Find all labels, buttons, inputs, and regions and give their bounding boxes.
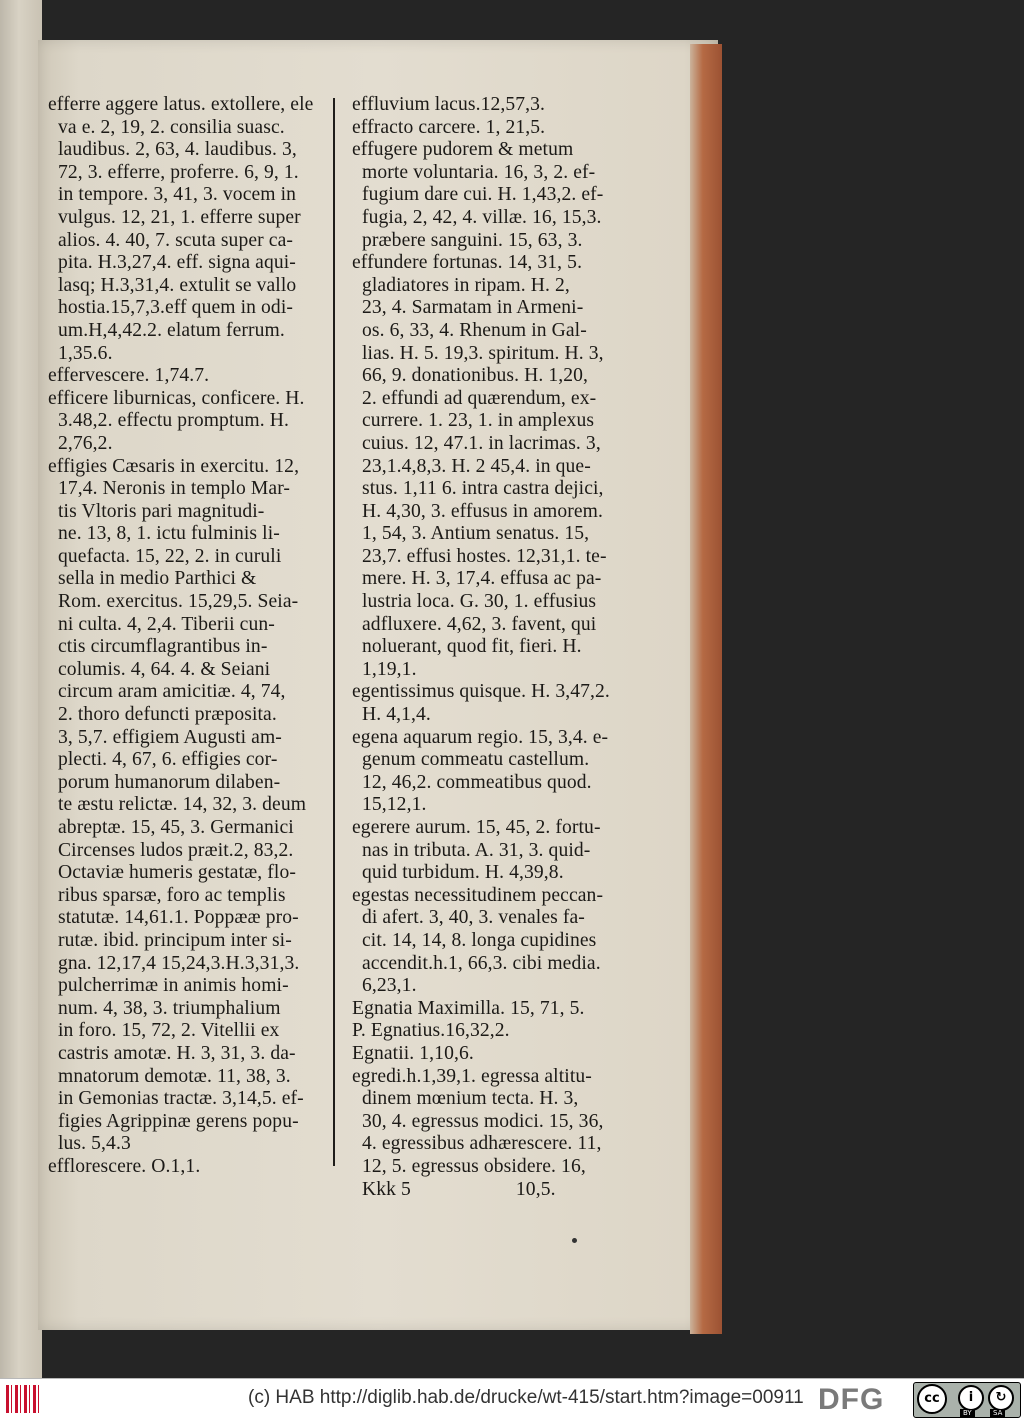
by-icon: i xyxy=(958,1385,984,1411)
index-line: mnatorum demotæ. 11, 38, 3. xyxy=(48,1065,291,1087)
index-line: pulcherrimæ in animis homi- xyxy=(48,975,289,997)
index-line: H. 4,30, 3. effusus in amorem. xyxy=(352,500,603,522)
index-line: gladiatores in ripam. H. 2, xyxy=(352,274,570,296)
index-line: alios. 4. 40, 7. scuta super ca- xyxy=(48,229,293,251)
index-line: rutæ. ibid. principum inter si- xyxy=(48,929,292,951)
index-line: in tempore. 3, 41, 3. vocem in xyxy=(48,184,297,206)
index-line: adfluxere. 4,62, 3. favent, qui xyxy=(352,613,597,635)
index-line: nas in tributa. A. 31, 3. quid- xyxy=(352,839,591,861)
index-line: 23, 4. Sarmatam in Armeni- xyxy=(352,297,584,319)
by-label: BY xyxy=(960,1409,975,1417)
index-line: quefacta. 15, 22, 2. in curuli xyxy=(48,545,282,567)
index-line: castris amotæ. H. 3, 31, 3. da- xyxy=(48,1042,296,1064)
left-index-column xyxy=(48,94,340,1179)
viewer-footer xyxy=(0,1378,1024,1419)
index-line: in foro. 15, 72, 2. Vitellii ex xyxy=(48,1020,280,1042)
index-line: morte voluntaria. 16, 3, 2. ef- xyxy=(352,161,596,183)
index-line: figies Agrippinæ gerens popu- xyxy=(48,1110,299,1132)
index-line: Rom. exercitus. 15,29,5. Seia- xyxy=(48,591,299,613)
index-line: lustria loca. G. 30, 1. effusius xyxy=(352,591,597,613)
index-line: 23,7. effusi hostes. 12,31,1. te- xyxy=(352,545,607,567)
column-divider xyxy=(333,98,335,1166)
index-line: fugia, 2, 42, 4. villæ. 16, 15,3. xyxy=(352,206,602,228)
index-line: 12, 46,2. commeatibus quod. xyxy=(352,771,592,793)
index-line: 3.48,2. effectu promptum. H. xyxy=(48,410,289,432)
index-line: 2,76,2. xyxy=(48,432,113,454)
cc-icon: cc xyxy=(917,1384,947,1414)
page-red-edge xyxy=(690,44,722,1334)
index-line: 66, 9. donationibus. H. 1,20, xyxy=(352,365,589,387)
index-line: currere. 1. 23, 1. in amplexus xyxy=(352,410,595,432)
index-line: effluvium lacus.12,57,3. xyxy=(352,94,546,115)
index-line: 2. thoro defuncti præposita. xyxy=(48,704,277,726)
index-line: cuius. 12, 47.1. in lacrimas. 3, xyxy=(352,432,601,454)
index-line: effracto carcere. 1, 21,5. xyxy=(352,116,546,138)
sa-label: SA xyxy=(990,1409,1005,1417)
index-line: abreptæ. 15, 45, 3. Germanici xyxy=(48,817,294,838)
index-line: quid turbidum. H. 4,39,8. xyxy=(352,862,564,884)
index-line: dinem mœnium tecta. H. 3, xyxy=(352,1088,579,1110)
index-line: Octaviæ humeris gestatæ, flo- xyxy=(48,862,296,884)
index-line: cit. 14, 14, 8. longa cupidines xyxy=(352,929,597,951)
index-line: stus. 1,11 6. intra castra dejici, xyxy=(352,478,604,500)
cc-license-badge[interactable] xyxy=(913,1382,1021,1418)
index-line: 30, 4. egressus modici. 15, 36, xyxy=(352,1110,604,1132)
image-credit-link[interactable]: (c) HAB http://diglib.hab.de/drucke/wt-415/start.htm?image=00911 xyxy=(248,1387,804,1408)
index-line: H. 4,1,4. xyxy=(352,704,431,726)
index-line: præbere sanguini. 15, 63, 3. xyxy=(352,229,583,251)
dfg-logo[interactable]: DFG xyxy=(818,1383,885,1416)
index-line: te æstu relictæ. 14, 32, 3. deum xyxy=(48,794,307,816)
index-line: in Gemonias tractæ. 3,14,5. ef- xyxy=(48,1088,304,1110)
index-line: lasq; H.3,31,4. extulit se vallo xyxy=(48,274,297,296)
previous-page-edge xyxy=(0,0,42,1378)
index-line: um.H,4,42.2. elatum ferrum. xyxy=(48,319,285,341)
index-line: Circenses ludos præit.2, 83,2. xyxy=(48,839,294,861)
index-line: statutæ. 14,61.1. Poppææ pro- xyxy=(48,907,299,929)
index-line: 4. egressibus adhærescere. 11, xyxy=(352,1133,602,1155)
index-line: hostia.15,7,3.eff quem in odi- xyxy=(48,297,294,319)
index-line: 1, 54, 3. Antium senatus. 15, xyxy=(352,523,590,545)
index-line: 15,12,1. xyxy=(352,794,427,816)
index-line: egerere aurum. 15, 45, 2. fortu- xyxy=(352,817,601,838)
index-line: va e. 2, 19, 2. consilia suasc. xyxy=(48,116,285,138)
index-line: columis. 4, 64. 4. & Seiani xyxy=(48,658,271,680)
index-line: 1,19,1. xyxy=(352,658,417,680)
index-line: di afert. 3, 40, 3. venales fa- xyxy=(352,907,585,929)
index-line: Egnatia Maximilla. 15, 71, 5. xyxy=(352,997,585,1019)
index-line: lus. 5,4.3 xyxy=(48,1133,131,1155)
index-line: 6,23,1. xyxy=(352,975,417,997)
ink-speck xyxy=(572,1238,577,1243)
sa-icon: ↻ xyxy=(988,1385,1014,1411)
index-line: gna. 12,17,4 15,24,3.H.3,31,3. xyxy=(48,952,300,974)
index-line: Egnatii. 1,10,6. xyxy=(352,1042,474,1064)
index-line: 3, 5,7. effigiem Augusti am- xyxy=(48,726,282,748)
index-line: ni culta. 4, 2,4. Tiberii cun- xyxy=(48,613,275,635)
index-line: 2. effundi ad quærendum, ex- xyxy=(352,387,597,409)
index-line: 72, 3. efferre, proferre. 6, 9, 1. xyxy=(48,161,299,183)
hab-barcode-icon xyxy=(6,1385,42,1413)
index-line: noluerant, quod fit, fieri. H. xyxy=(352,636,582,658)
index-line: ne. 13, 8, 1. ictu fulminis li- xyxy=(48,523,280,545)
index-line: efficere liburnicas, conficere. H. xyxy=(48,387,305,409)
index-line: effervescere. 1,74.7. xyxy=(48,365,210,387)
right-index-column xyxy=(352,94,652,1201)
index-line: 1,35.6. xyxy=(48,342,113,364)
index-line: os. 6, 33, 4. Rhenum in Gal- xyxy=(352,319,587,341)
index-line: sella in medio Parthici & xyxy=(48,568,257,590)
index-line: egestas necessitudinem peccan- xyxy=(352,884,604,906)
index-line: mere. H. 3, 17,4. effusa ac pa- xyxy=(352,568,602,590)
index-line: efflorescere. O.1,1. xyxy=(48,1155,201,1177)
index-line: plecti. 4, 67, 6. effigies cor- xyxy=(48,749,278,771)
index-line: num. 4, 38, 3. triumphalium xyxy=(48,997,281,1019)
index-line: effigies Cæsaris in exercitu. 12, xyxy=(48,455,300,477)
index-line: circum aram amicitiæ. 4, 74, xyxy=(48,681,286,703)
index-line: vulgus. 12, 21, 1. efferre super xyxy=(48,206,301,228)
index-line: ctis circumflagrantibus in- xyxy=(48,636,268,658)
index-line: laudibus. 2, 63, 4. laudibus. 3, xyxy=(48,139,297,161)
index-line: fugium dare cui. H. 1,43,2. ef- xyxy=(352,184,604,206)
index-line: lias. H. 5. 19,3. spiritum. H. 3, xyxy=(352,342,604,364)
index-line: P. Egnatius.16,32,2. xyxy=(352,1020,510,1042)
index-line: pita. H.3,27,4. eff. signa aqui- xyxy=(48,252,296,274)
index-line: accendit.h.1, 66,3. cibi media. xyxy=(352,952,601,974)
index-line: Kkk 5 10,5. xyxy=(352,1178,556,1200)
index-line: porum humanorum dilaben- xyxy=(48,771,281,793)
index-line: 12, 5. egressus obsidere. 16, xyxy=(352,1155,586,1177)
index-line: 23,1.4,8,3. H. 2 45,4. in que- xyxy=(352,455,591,477)
index-line: genum commeatu castellum. xyxy=(352,749,590,771)
index-line: efferre aggere latus. extollere, ele xyxy=(48,94,314,115)
index-line: 17,4. Neronis in templo Mar- xyxy=(48,478,291,500)
index-line: egredi.h.1,39,1. egressa altitu- xyxy=(352,1065,592,1087)
index-line: effugere pudorem & metum xyxy=(352,139,574,161)
index-line: effundere fortunas. 14, 31, 5. xyxy=(352,252,583,274)
index-line: egena aquarum regio. 15, 3,4. e- xyxy=(352,726,609,748)
index-line: egentissimus quisque. H. 3,47,2. xyxy=(352,681,610,703)
index-line: tis Vltoris pari magnitudi- xyxy=(48,500,265,522)
index-line: ribus sparsæ, foro ac templis xyxy=(48,884,286,906)
